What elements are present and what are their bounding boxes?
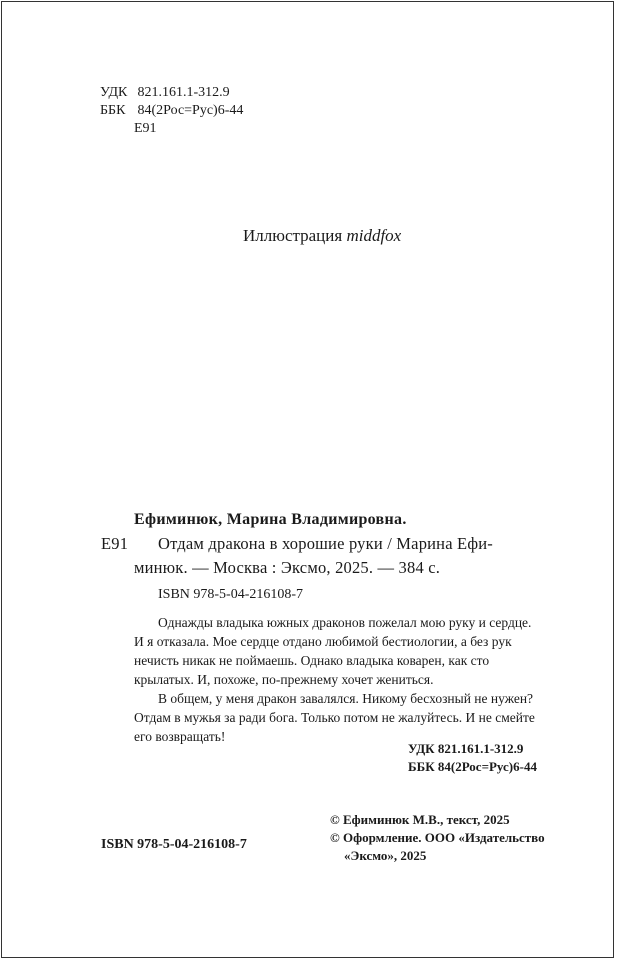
isbn-bottom: ISBN 978-5-04-216108-7: [101, 837, 247, 852]
bottom-bbk: ББК 84(2Рос=Рус)6-44: [408, 759, 537, 774]
bbk-label: ББК: [100, 103, 126, 118]
annotation-line: нечисть никак не поймаешь. Однако владыка коварен, как сто: [134, 653, 490, 668]
annotation-line: И я отказала. Мое сердце отдано любимой бестиологии, а без рук: [134, 634, 512, 649]
annotation-line: его возвращать!: [134, 729, 226, 744]
record-isbn: ISBN 978-5-04-216108-7: [158, 587, 304, 602]
record-author-mark: Е91: [101, 534, 129, 553]
copyright-design-cont: «Эксмо», 2025: [344, 848, 427, 863]
top-bbk-row: [100, 102, 243, 120]
illustration-prefix: Иллюстрация: [243, 226, 343, 245]
page-frame: [1, 1, 614, 958]
udk-label: УДК: [100, 85, 128, 100]
annotation-line: В общем, у меня дракон завалялся. Никому бесхозный не нужен?: [158, 691, 534, 706]
copyright-design: © Оформление. ООО «Издательство: [330, 830, 545, 845]
description-line-1: Отдам дракона в хорошие руки / Марина Ефи-: [158, 534, 493, 553]
illustration-artist: middfox: [346, 226, 402, 245]
annotation-line: крылатых. И, похоже, по-прежнему хочет жениться.: [134, 672, 434, 687]
annotation-line: Отдам в мужья за ради бога. Только потом не жалуйтесь. И не смейте: [134, 710, 535, 725]
description-line-2: минюк. — Москва : Эксмо, 2025. — 384 с.: [134, 558, 441, 577]
illustration-credit: [243, 226, 401, 246]
top-udk-row: [100, 84, 230, 102]
bbk-value: 84(2Рос=Рус)6-44: [137, 103, 244, 118]
annotation-line: Однажды владыка южных драконов пожелал мою руку и сердце.: [158, 615, 532, 630]
author-heading: Ефиминюк, Марина Владимировна.: [134, 511, 407, 528]
top-author-mark: Е91: [134, 121, 157, 136]
bottom-udk: УДК 821.161.1-312.9: [408, 741, 524, 756]
copyright-text: © Ефиминюк М.В., текст, 2025: [330, 812, 510, 827]
udk-value: 821.161.1-312.9: [137, 85, 230, 100]
